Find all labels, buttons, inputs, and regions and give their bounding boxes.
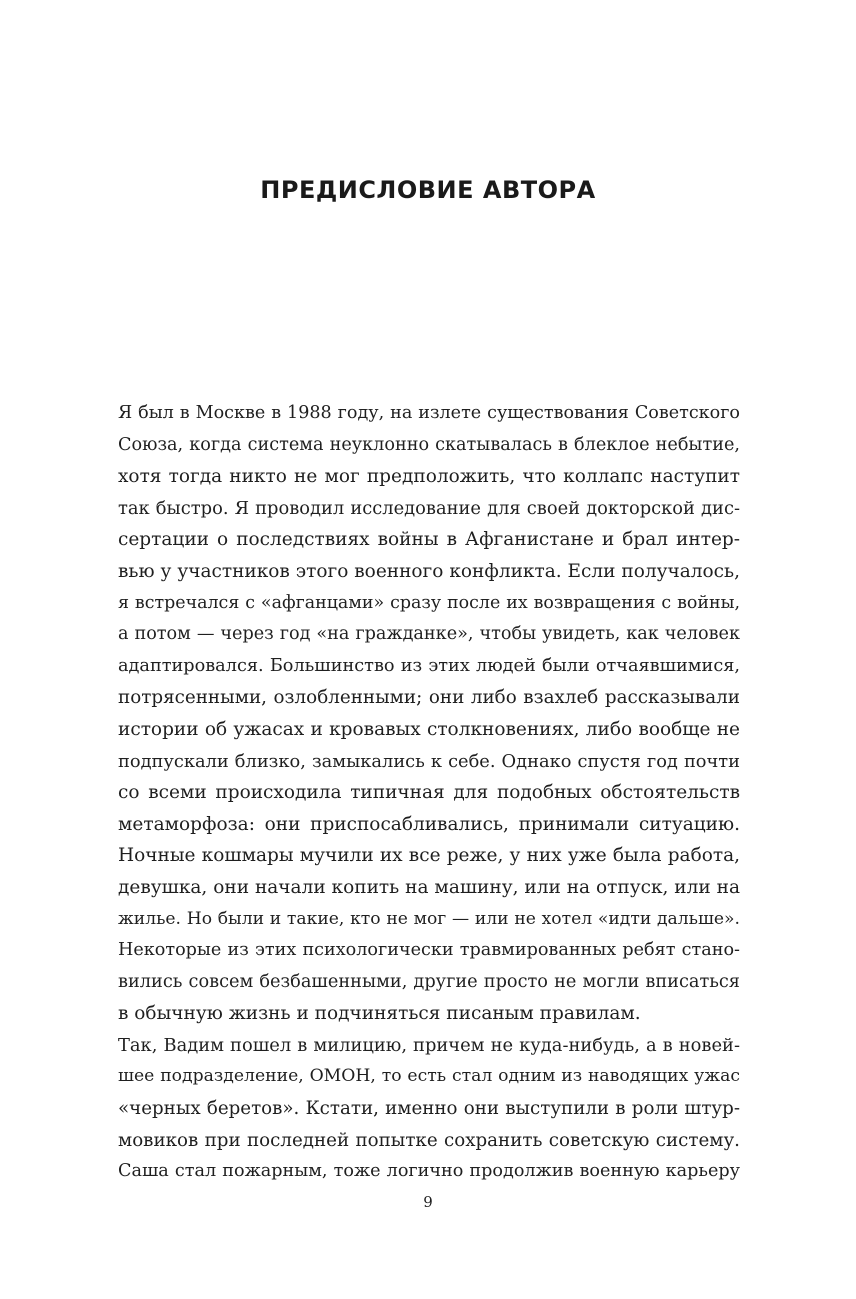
text-line: Союза, когда система неуклонно скатывалась в блеклое небытие, — [118, 434, 740, 455]
text-line: потрясенными, озлобленными; они либо взахлеб рассказывали — [118, 687, 740, 709]
text-line: Я был в Москве в 1988 году, на излете существования Советского — [118, 403, 740, 423]
text-line: а потом — через год «на гражданке», чтобы увидеть, как человек — [118, 624, 740, 645]
text-line: вились совсем безбашенными, другие просто не могли вписаться — [118, 971, 740, 992]
text-line: Так, Вадим пошел в милицию, причем не куда-нибудь, а в новей- — [118, 1034, 740, 1056]
text-line: метаморфоза: они приспосабливались, принимали ситуацию. — [118, 813, 740, 835]
text-line: истории об ужасах и кровавых столкновениях, либо вообще не — [118, 718, 740, 740]
text-line: девушка, они начали копить на машину, или на отпуск, или на — [118, 876, 740, 898]
text-line: так быстро. Я проводил исследование для своей докторской дис- — [118, 497, 740, 519]
text-line: Некоторые из этих психологически травмированных ребят стано- — [118, 940, 740, 961]
text-line-paragraph-end: в обычную жизнь и подчиняться писаным правилам. — [118, 1003, 641, 1025]
body-text — [118, 398, 740, 1188]
text-line: Саша стал пожарным, тоже логично продолжив военную карьеру — [118, 1161, 740, 1182]
chapter-title: ПРЕДИСЛОВИЕ АВТОРА — [260, 176, 596, 204]
text-line: вью у участников этого военного конфликта. Если получалось, — [118, 560, 740, 582]
text-line: я встречался с «афганцами» сразу после их возвращения с войны, — [118, 592, 740, 613]
text-line: сертации о последствиях войны в Афганистане и брал интер- — [118, 529, 740, 551]
text-line: жилье. Но были и такие, кто не мог — или не хотел «идти дальше». — [118, 908, 740, 929]
text-line: Ночные кошмары мучили их все реже, у них уже была работа, — [118, 845, 740, 867]
page-number: 9 — [423, 1193, 433, 1211]
text-line: подпускали близко, замыкались к себе. Однако спустя год почти — [118, 750, 740, 772]
text-line: шее подразделение, ОМОН, то есть стал одним из наводящих ужас — [118, 1066, 740, 1087]
text-line: мовиков при последней попытке сохранить советскую систему. — [118, 1129, 740, 1151]
text-line: хотя тогда никто не мог предположить, что коллапс наступит — [118, 466, 740, 488]
text-line: со всеми происходила типичная для подобных обстоятельств — [118, 782, 740, 804]
text-line: «черных беретов». Кстати, именно они выступили в роли штур- — [118, 1098, 740, 1120]
text-line: адаптировался. Большинство из этих людей были отчаявшимися, — [118, 655, 740, 676]
